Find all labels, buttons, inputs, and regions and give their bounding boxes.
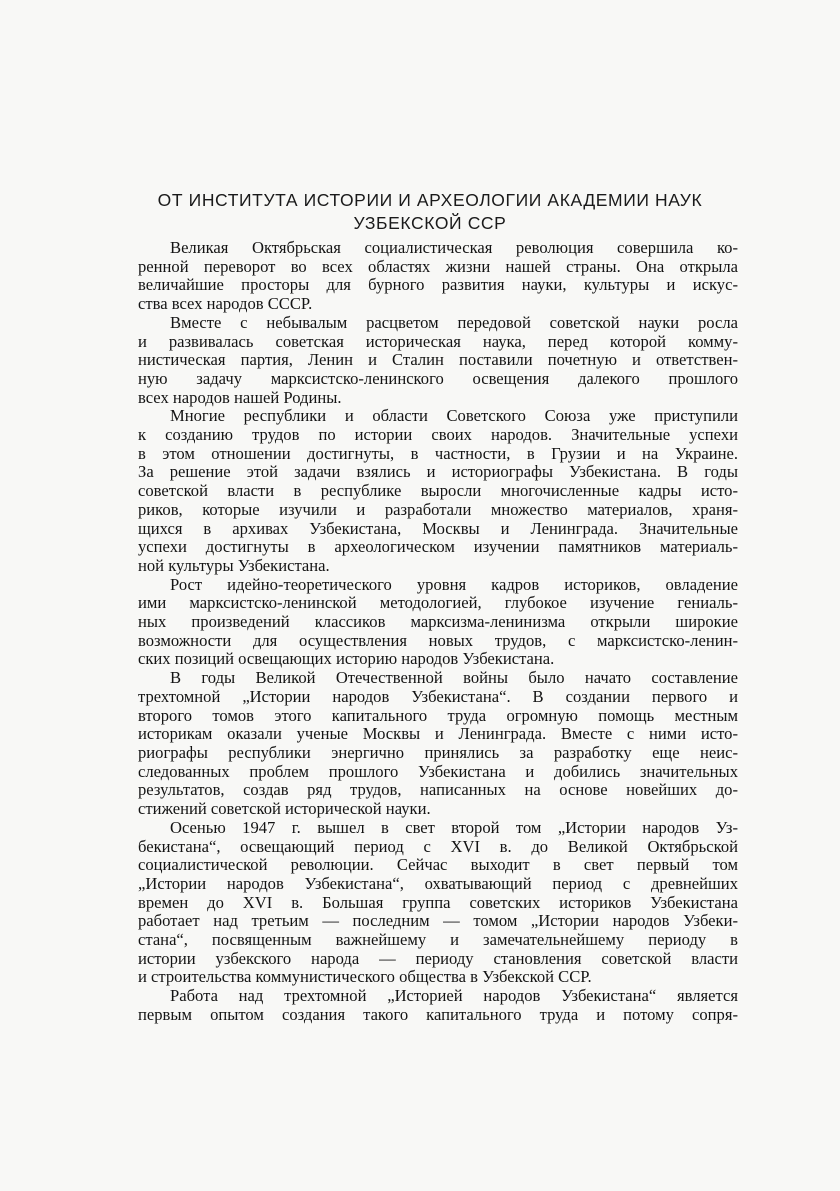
text-line: успехи достигнуты в археологическом изучении памятников материаль- [138,537,738,557]
paragraph [138,819,738,987]
text-line: щихся в архивах Узбекистана, Москвы и Ленинграда. Значительные [138,518,738,538]
text-line: Осенью 1947 г. вышел в свет второй том „Истории народов Уз- [170,817,738,837]
text-line: стана“, посвященным важнейшему и замечательнейшему периоду в [138,930,738,950]
article-body [138,239,738,1025]
paragraph [138,576,738,670]
heading-line: ОТ ИНСТИТУТА ИСТОРИИ И АРХЕОЛОГИИ АКАДЕМИИ НАУК [157,190,703,210]
text-line: нистическая партия, Ленин и Сталин поставили почетную и ответствен- [138,350,738,370]
text-line: времен до XVI в. Большая группа советских историков Узбекистана [138,892,738,912]
text-line: и развивалась советская историческая наука, перед которой комму- [138,331,738,351]
text-line: возможности для осуществления новых трудов, с марксистско-ленин- [138,630,738,650]
heading-line: УЗБЕКСКОЙ ССР [353,213,507,233]
paragraph [138,407,738,575]
text-line: второго томов этого капитального труда огромную помощь местным [138,705,738,725]
text-line: „Истории народов Узбекистана“, охватывающий период с древнейших [138,873,738,893]
text-line: ренной переворот во всех областях жизни нашей страны. Она открыла [138,256,738,276]
text-line: Великая Октябрьская социалистическая революция совершила ко- [170,238,738,257]
text-line: ной культуры Узбекистана. [138,555,330,575]
paragraph [138,669,738,819]
text-line: величайшие просторы для бурного развития науки, культуры и искус- [138,275,738,295]
text-line: ими марксистско-ленинской методологией, глубокое изучение гениаль- [138,593,738,613]
text-line: ных произведений классиков марксизма-ленинизма открыли широкие [138,612,738,632]
text-line: Вместе с небывалым расцветом передовой советской науки росла [170,312,738,332]
text-line: ских позиций освещающих историю народов Узбекистана. [138,649,555,669]
text-line: В годы Великой Отечественной войны было начато составление [170,668,738,688]
text-line: следованных проблем прошлого Узбекистана и добились значительных [138,761,738,781]
text-line: историкам оказали ученые Москвы и Ленинграда. Вместе с ними исто- [138,724,738,744]
text-line: риков, которые изучили и разработали множество материалов, храня- [138,499,738,519]
text-line: трехтомной „Истории народов Узбекистана“. В создании первого и [138,686,738,706]
text-line: социалистической революции. Сейчас выходит в свет первый том [138,855,738,875]
text-line: работает над третьим — последним — томом „Истории народов Узбеки- [138,911,738,931]
text-line: первым опытом создания такого капитального труда и потому сопря- [138,1004,738,1024]
text-line: Многие республики и области Советского Союза уже приступили [170,406,738,426]
text-line: ства всех народов СССР. [138,294,313,314]
text-line: к созданию трудов по истории своих народов. Значительные успехи [138,425,738,445]
text-line: стижений советской исторической науки. [138,799,431,819]
page-heading [120,189,740,235]
text-line: риографы республики энергично принялись за разработку еще неис- [138,742,738,762]
text-line: Работа над трехтомной „Историей народов Узбекистана“ является [170,986,738,1006]
text-line: и строительства коммунистического общества в Узбекской ССР. [138,967,592,987]
text-line: в этом отношении достигнуты, в частности, в Грузии и на Украине. [138,443,738,463]
text-line: истории узбекского народа — периоду становления советской власти [138,948,738,968]
text-line: Рост идейно-теоретического уровня кадров историков, овладение [170,574,738,594]
text-line: За решение этой задачи взялись и историографы Узбекистана. В годы [138,462,738,482]
text-line: советской власти в республике выросли многочисленные кадры исто- [138,481,738,501]
text-line: всех народов нашей Родины. [138,387,342,407]
text-line: бекистана“, освещающий период с XVI в. до Великой Октябрьской [138,836,738,856]
text-line: ную задачу марксистско-ленинского освещения далекого прошлого [138,368,738,388]
paragraph [138,314,738,408]
paragraph [138,987,738,1024]
text-line: результатов, создав ряд трудов, написанных на основе новейших до- [138,780,738,800]
paragraph [138,239,738,314]
